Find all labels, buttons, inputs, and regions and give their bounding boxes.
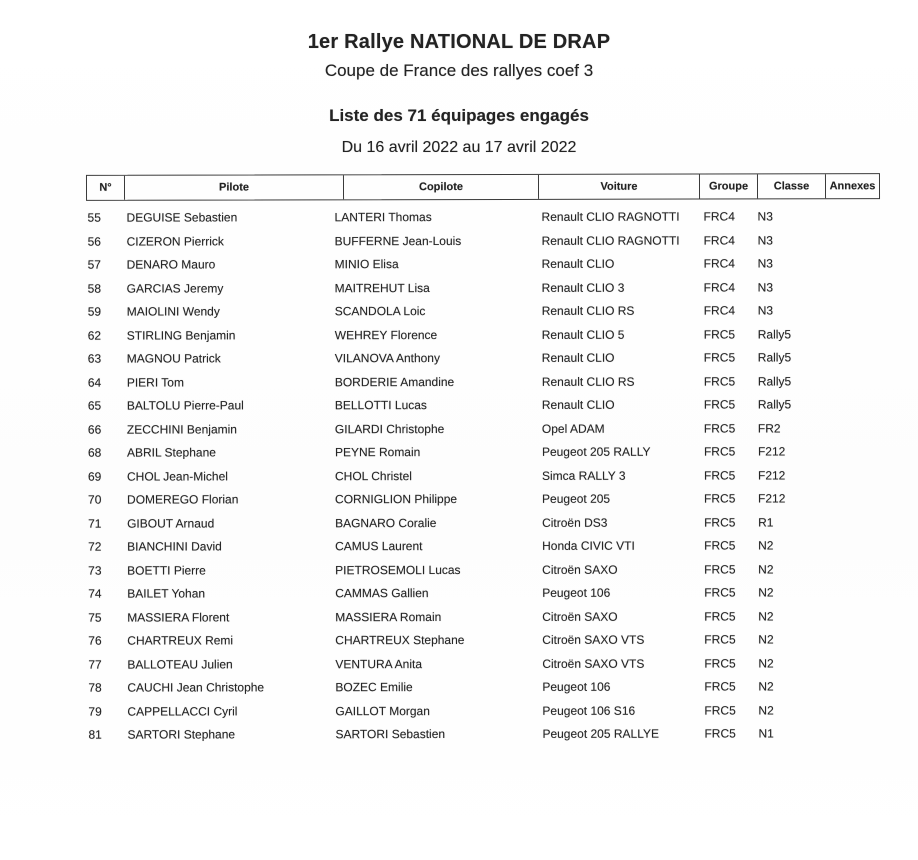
car-name: Peugeot 106 S16 bbox=[542, 703, 636, 718]
list-heading: Liste des 71 équipages engagés bbox=[329, 106, 589, 125]
copilote-name: WEHREY Florence bbox=[334, 327, 438, 342]
row-number: 81 bbox=[88, 727, 102, 742]
car-name: Citroën SAXO VTS bbox=[542, 632, 645, 647]
pilote-name: BIANCHINI David bbox=[127, 539, 222, 554]
row-number: 76 bbox=[88, 633, 102, 648]
table-row bbox=[0, 675, 918, 700]
group-value: FRC5 bbox=[704, 585, 736, 600]
table-row bbox=[0, 581, 918, 606]
group-value: FRC5 bbox=[704, 562, 736, 577]
table-row bbox=[0, 722, 918, 747]
group-value: FRC5 bbox=[703, 421, 736, 436]
group-value: FRC5 bbox=[704, 726, 736, 741]
table-row bbox=[0, 605, 918, 630]
class-value: Rally5 bbox=[757, 373, 792, 388]
copilote-name: PEYNE Romain bbox=[334, 445, 421, 460]
header-cell-annexes: Annexes bbox=[825, 174, 879, 198]
row-number: 57 bbox=[87, 257, 101, 272]
copilote-name: GAILLOT Morgan bbox=[335, 703, 430, 718]
copilote-name: MAITREHUT Lisa bbox=[334, 280, 430, 295]
car-name: Simca RALLY 3 bbox=[541, 468, 626, 483]
car-name: Renault CLIO bbox=[541, 397, 615, 412]
pilote-name: DEGUISE Sebastien bbox=[126, 210, 238, 225]
table-row bbox=[0, 205, 918, 230]
table-row bbox=[0, 534, 918, 559]
row-number: 69 bbox=[87, 469, 102, 484]
group-value: FRC5 bbox=[704, 609, 736, 624]
row-number: 58 bbox=[87, 281, 102, 296]
table-row bbox=[0, 652, 918, 677]
row-number: 65 bbox=[87, 398, 102, 413]
row-number: 73 bbox=[88, 563, 102, 578]
header-cell-copilote: Copilote bbox=[343, 175, 538, 199]
car-name: Renault CLIO 3 bbox=[541, 280, 625, 295]
row-number: 63 bbox=[87, 351, 102, 366]
group-value: FRC4 bbox=[703, 256, 735, 271]
pilote-name: BOETTI Pierre bbox=[127, 562, 206, 578]
class-value: N3 bbox=[757, 232, 773, 247]
table-row bbox=[0, 299, 918, 324]
date-range: Du 16 avril 2022 au 17 avril 2022 bbox=[341, 139, 577, 156]
copilote-name: MINIO Elisa bbox=[334, 257, 399, 272]
copilote-name: CAMUS Laurent bbox=[335, 539, 423, 554]
group-value: FRC4 bbox=[703, 209, 735, 224]
row-number: 66 bbox=[87, 422, 102, 437]
car-name: Citroën DS3 bbox=[542, 515, 608, 530]
row-number: 78 bbox=[88, 680, 102, 695]
entry-table-body bbox=[0, 205, 918, 752]
car-name: Renault CLIO RAGNOTTI bbox=[541, 233, 680, 248]
group-value: FRC5 bbox=[704, 491, 736, 506]
row-number: 75 bbox=[88, 610, 102, 625]
pilote-name: CHARTREUX Remi bbox=[127, 633, 234, 648]
class-value: N1 bbox=[758, 726, 774, 741]
car-name: Renault CLIO bbox=[541, 256, 615, 271]
row-number: 70 bbox=[88, 492, 102, 507]
copilote-name: SCANDOLA Loic bbox=[334, 304, 426, 319]
table-row bbox=[0, 699, 918, 724]
row-number: 55 bbox=[87, 210, 101, 225]
pilote-name: GARCIAS Jeremy bbox=[126, 280, 224, 296]
table-row bbox=[0, 464, 918, 489]
class-value: N3 bbox=[757, 256, 773, 271]
header-cell-num: N° bbox=[99, 181, 112, 194]
pilote-name: ZECCHINI Benjamin bbox=[126, 421, 237, 437]
class-value: N2 bbox=[758, 585, 774, 600]
row-number: 74 bbox=[88, 586, 102, 601]
class-value: R1 bbox=[758, 514, 774, 529]
class-value: Rally5 bbox=[757, 350, 792, 365]
row-number: 64 bbox=[87, 375, 102, 390]
copilote-name: LANTERI Thomas bbox=[334, 210, 432, 225]
copilote-name: VENTURA Anita bbox=[335, 656, 423, 671]
car-name: Opel ADAM bbox=[541, 421, 605, 436]
table-row bbox=[0, 393, 918, 418]
pilote-name: MASSIERA Florent bbox=[127, 609, 230, 625]
pilote-name: CAUCHI Jean Christophe bbox=[127, 680, 265, 695]
car-name: Renault CLIO RS bbox=[541, 303, 635, 318]
car-name: Peugeot 205 RALLY bbox=[541, 444, 651, 459]
copilote-name: CORNIGLION Philippe bbox=[335, 492, 458, 507]
row-number: 71 bbox=[88, 516, 102, 531]
table-row bbox=[0, 346, 918, 371]
car-name: Renault CLIO RS bbox=[541, 374, 635, 389]
row-number: 72 bbox=[88, 539, 102, 554]
group-value: FRC5 bbox=[704, 703, 736, 718]
group-value: FRC5 bbox=[704, 632, 736, 647]
copilote-name: BELLOTTI Lucas bbox=[334, 398, 427, 413]
class-value: N3 bbox=[757, 279, 774, 294]
header-cell-pilote: Pilote bbox=[124, 175, 343, 199]
group-value: FRC5 bbox=[703, 350, 736, 365]
class-value: N2 bbox=[758, 655, 774, 670]
pilote-name: STIRLING Benjamin bbox=[126, 327, 236, 343]
group-value: FRC5 bbox=[703, 327, 736, 342]
group-value: FRC4 bbox=[703, 233, 735, 248]
class-value: N2 bbox=[758, 632, 774, 647]
car-name: Citroën SAXO VTS bbox=[542, 656, 645, 671]
copilote-name: BUFFERNE Jean-Louis bbox=[334, 233, 462, 248]
row-number: 68 bbox=[87, 445, 102, 460]
pilote-name: BALTOLU Pierre-Paul bbox=[126, 398, 244, 413]
page-title: 1er Rallye NATIONAL DE DRAP bbox=[307, 31, 611, 53]
car-name: Peugeot 106 bbox=[542, 679, 611, 694]
copilote-name: BOZEC Emilie bbox=[335, 680, 413, 695]
pilote-name: CAPPELLACCI Cyril bbox=[127, 703, 238, 719]
copilote-name: GILARDI Christophe bbox=[334, 421, 445, 436]
pilote-name: MAIOLINI Wendy bbox=[126, 304, 220, 319]
class-value: F212 bbox=[757, 444, 786, 459]
table-row bbox=[0, 440, 918, 465]
class-value: N2 bbox=[758, 679, 774, 694]
table-row bbox=[0, 370, 918, 395]
car-name: Renault CLIO bbox=[541, 350, 615, 365]
table-row bbox=[0, 628, 918, 653]
copilote-name: SARTORI Sebastien bbox=[335, 727, 446, 742]
car-name: Renault CLIO 5 bbox=[541, 327, 625, 342]
page-subtitle: Coupe de France des rallyes coef 3 bbox=[324, 61, 594, 80]
pilote-name: CIZERON Pierrick bbox=[126, 233, 224, 249]
class-value: N3 bbox=[757, 209, 773, 224]
copilote-name: MASSIERA Romain bbox=[335, 609, 442, 624]
group-value: FRC4 bbox=[703, 280, 736, 295]
copilote-name: CHARTREUX Stephane bbox=[335, 632, 465, 648]
copilote-name: PIETROSEMOLI Lucas bbox=[335, 562, 461, 577]
pilote-name: MAGNOU Patrick bbox=[126, 351, 221, 366]
header-cell-groupe: Groupe bbox=[699, 174, 757, 198]
row-number: 77 bbox=[88, 657, 102, 672]
group-value: FRC4 bbox=[703, 303, 736, 318]
pilote-name: BAILET Yohan bbox=[127, 586, 206, 601]
copilote-name: BAGNARO Coralie bbox=[335, 515, 437, 530]
table-row bbox=[0, 323, 918, 348]
class-value: Rally5 bbox=[757, 397, 792, 412]
class-value: N3 bbox=[757, 303, 774, 318]
pilote-name: DOMEREGO Florian bbox=[127, 492, 239, 507]
car-name: Citroën SAXO bbox=[542, 609, 618, 624]
pilote-name: GIBOUT Arnaud bbox=[127, 515, 215, 531]
group-value: FRC5 bbox=[704, 538, 736, 553]
table-row bbox=[0, 511, 918, 536]
table-row bbox=[0, 487, 918, 512]
car-name: Peugeot 205 bbox=[542, 491, 611, 506]
table-row bbox=[0, 252, 918, 277]
copilote-name: CAMMAS Gallien bbox=[335, 586, 429, 601]
pilote-name: BALLOTEAU Julien bbox=[127, 656, 233, 672]
group-value: FRC5 bbox=[703, 468, 736, 483]
group-value: FRC5 bbox=[704, 679, 736, 694]
header-cell-classe: Classe bbox=[757, 174, 825, 198]
pilote-name: ABRIL Stephane bbox=[126, 445, 216, 460]
row-number: 56 bbox=[87, 234, 101, 249]
group-value: FRC5 bbox=[703, 397, 736, 412]
class-value: Rally5 bbox=[757, 326, 792, 341]
pilote-name: CHOL Jean-Michel bbox=[126, 468, 228, 484]
car-name: Renault CLIO RAGNOTTI bbox=[541, 209, 680, 224]
copilote-name: BORDERIE Amandine bbox=[334, 374, 455, 389]
header-cell-voiture: Voiture bbox=[538, 175, 699, 199]
group-value: FRC5 bbox=[703, 444, 736, 459]
car-name: Citroën SAXO bbox=[542, 562, 618, 577]
class-value: N2 bbox=[758, 561, 774, 576]
pilote-name: DENARO Mauro bbox=[126, 257, 216, 272]
class-value: FR2 bbox=[757, 420, 781, 435]
row-number: 79 bbox=[88, 704, 102, 719]
pilote-name: SARTORI Stephane bbox=[127, 727, 236, 742]
table-row bbox=[0, 558, 918, 583]
class-value: N2 bbox=[758, 608, 774, 623]
car-name: Peugeot 106 bbox=[542, 585, 611, 600]
car-name: Peugeot 205 RALLYE bbox=[542, 726, 659, 741]
group-value: FRC5 bbox=[704, 656, 736, 671]
table-row bbox=[0, 276, 918, 301]
group-value: FRC5 bbox=[704, 515, 736, 530]
class-value: N2 bbox=[758, 702, 774, 717]
copilote-name: CHOL Christel bbox=[334, 468, 412, 483]
pilote-name: PIERI Tom bbox=[126, 374, 184, 390]
car-name: Honda CIVIC VTI bbox=[542, 538, 635, 553]
group-value: FRC5 bbox=[703, 374, 736, 389]
class-value: F212 bbox=[757, 467, 786, 482]
row-number: 59 bbox=[87, 304, 102, 319]
copilote-name: VILANOVA Anthony bbox=[334, 351, 440, 366]
class-value: N2 bbox=[758, 538, 774, 553]
entry-table-header bbox=[86, 173, 880, 201]
table-row bbox=[0, 417, 918, 442]
table-row bbox=[0, 229, 918, 254]
row-number: 62 bbox=[87, 328, 102, 343]
class-value: F212 bbox=[758, 491, 786, 506]
